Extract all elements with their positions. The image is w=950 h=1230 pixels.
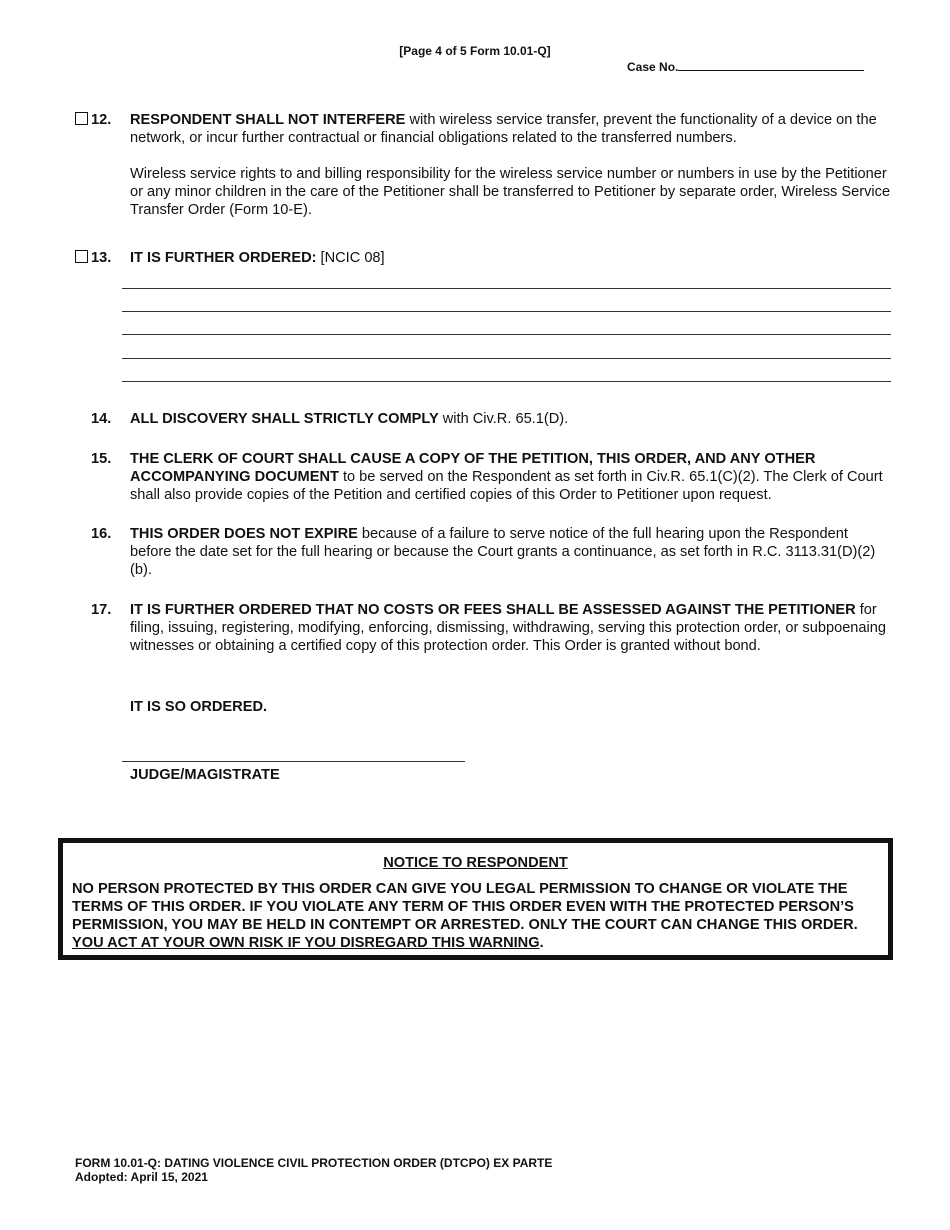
- item-17-lead: IT IS FURTHER ORDERED THAT NO COSTS OR FEES SHALL BE ASSESSED AGAINST THE PETITIONER: [130, 602, 856, 618]
- signature-label: JUDGE/MAGISTRATE: [130, 767, 280, 783]
- case-number-field[interactable]: [627, 59, 864, 74]
- notice-text: [72, 880, 882, 952]
- item-12-checkbox[interactable]: [75, 112, 88, 125]
- item-15-text: to be served on the Respondent as set forth in Civ.R. 65.1(C)(2). The Clerk of Court shall also provide copies of the Petition and certified copies of this Order to Petitioner upon request.: [130, 469, 883, 503]
- item-13-text: [NCIC 08]: [316, 250, 385, 266]
- item-13-blank-line[interactable]: [122, 334, 891, 335]
- notice-box: [58, 838, 893, 960]
- item-13-blank-line[interactable]: [122, 288, 891, 289]
- form-footer: [75, 1156, 552, 1184]
- item-14: [91, 410, 891, 428]
- item-16-lead: THIS ORDER DOES NOT EXPIRE: [130, 526, 358, 542]
- item-15-lead: THE CLERK OF COURT SHALL CAUSE A COPY OF THE PETITION, THIS ORDER, AND ANY OTHER ACCOMPANYING DOCUMENT: [130, 451, 816, 485]
- case-number-label: Case No.: [627, 60, 679, 74]
- item-12-lead: RESPONDENT SHALL NOT INTERFERE: [130, 112, 406, 128]
- item-14-text: with Civ.R. 65.1(D).: [438, 411, 569, 427]
- notice-body: NO PERSON PROTECTED BY THIS ORDER CAN GIVE YOU LEGAL PERMISSION TO CHANGE OR VIOLATE THE TERMS OF THIS ORDER. IF YOU VIOLATE ANY TERM OF THIS ORDER EVEN WITH THE PROTECTED PERSON’S PERMISSION, YOU MAY BE HELD IN CONTEMPT OR ARRESTED. ONLY THE COURT CAN CHANGE THIS ORDER.: [72, 881, 858, 933]
- notice-warning: YOU ACT AT YOUR OWN RISK IF YOU DISREGARD THIS WARNING: [72, 935, 540, 951]
- item-12-text: with wireless service transfer, prevent the functionality of a device on the network, or incur further contractual or financial obligations related to the transferred numbers.: [130, 112, 877, 146]
- item-13-number: 13.: [91, 250, 112, 266]
- case-number-blank[interactable]: [678, 59, 864, 71]
- item-12: [91, 111, 891, 219]
- item-12-paragraph-2: Wireless service rights to and billing responsibility for the wireless service number or numbers in use by the Petitioner or any minor children in the care of the Petitioner shall be transferred to Petitioner by separate order, Wireless Service Transfer Order (Form 10-E).: [130, 166, 891, 218]
- signature-line[interactable]: [122, 761, 465, 762]
- item-17: [91, 601, 891, 655]
- item-13-blank-line[interactable]: [122, 381, 891, 382]
- item-17-number: 17.: [91, 602, 112, 618]
- item-13-blank-line[interactable]: [122, 311, 891, 312]
- item-17-text: for filing, issuing, registering, modifying, enforcing, dismissing, withdrawing, serving this protection order, or subpoenaing witnesses or obtaining a certified copy of this protection order. This Order is granted without bond.: [130, 602, 887, 654]
- footer-adopted-date: Adopted: April 15, 2021: [75, 1170, 208, 1184]
- notice-end: .: [539, 935, 544, 951]
- item-15: [91, 450, 891, 504]
- so-ordered-heading: IT IS SO ORDERED.: [130, 699, 268, 715]
- item-16-text: because of a failure to serve notice of the full hearing upon the Respondent before the date set for the full hearing or because the Court grants a continuance, as set forth in R.C. 3113.31(D)(2)(b).: [130, 526, 876, 578]
- item-12-number: 12.: [91, 112, 112, 128]
- item-15-number: 15.: [91, 451, 112, 467]
- item-16: [91, 525, 891, 579]
- footer-form-title: FORM 10.01-Q: DATING VIOLENCE CIVIL PROTECTION ORDER (DTCPO) EX PARTE: [75, 1156, 553, 1170]
- item-13-lead: IT IS FURTHER ORDERED:: [130, 250, 317, 266]
- item-14-lead: ALL DISCOVERY SHALL STRICTLY COMPLY: [130, 411, 439, 427]
- item-13-blank-line[interactable]: [122, 358, 891, 359]
- item-13-checkbox[interactable]: [75, 250, 88, 263]
- notice-title: NOTICE TO RESPONDENT: [383, 855, 568, 871]
- item-14-number: 14.: [91, 411, 112, 427]
- item-16-number: 16.: [91, 526, 112, 542]
- page-number-label: [Page 4 of 5 Form 10.01-Q]: [399, 44, 551, 58]
- item-13: [91, 249, 891, 267]
